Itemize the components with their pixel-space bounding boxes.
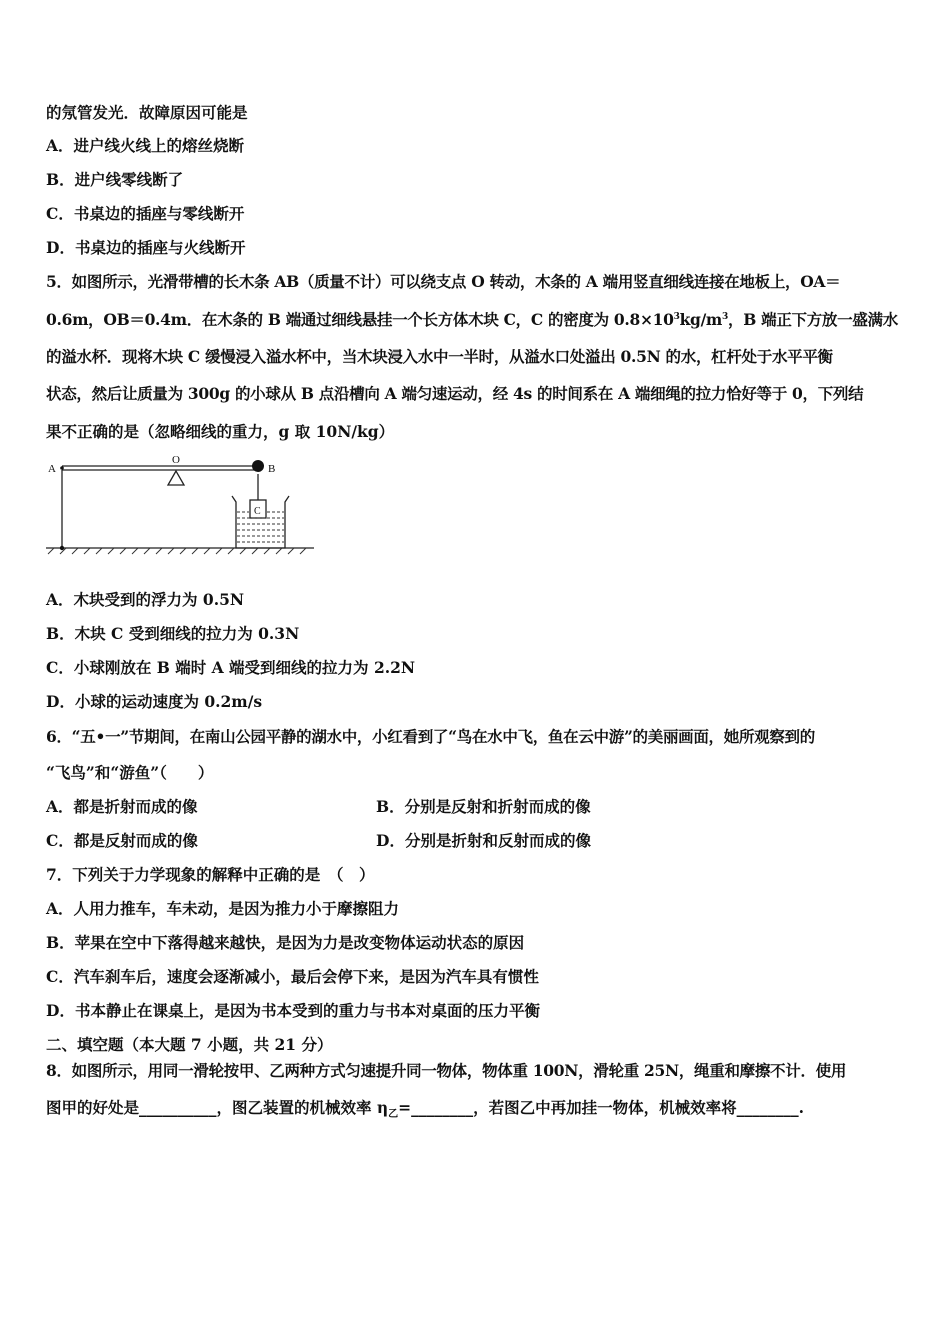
q5-option-c: C．小球刚放在 B 端时 A 端受到细线的拉力为 2.2N: [46, 658, 416, 677]
q7-option-d: D．书本静止在课桌上，是因为书本受到的重力与书本对桌面的压力平衡: [46, 1001, 540, 1020]
label-b: B: [268, 463, 276, 475]
q6-option-c: C．都是反射而成的像: [46, 831, 198, 850]
q4-option-d: D．书桌边的插座与火线断开: [46, 238, 246, 257]
q5-line2-c: ，B 端正下方放一盛满水: [728, 310, 898, 329]
q4-tail: 的氖管发光．故障原因可能是: [46, 103, 248, 122]
label-o: O: [172, 454, 180, 466]
q5-line2-b: kg/m: [679, 310, 723, 329]
section-2-heading: 二、填空题（本大题 7 小题，共 21 分）: [46, 1035, 333, 1054]
q8-line2-sub: 乙: [388, 1109, 399, 1121]
q5-option-a: A．木块受到的浮力为 0.5N: [46, 590, 245, 609]
q5-stem-line1: 5．如图所示，光滑带槽的长木条 AB（质量不计）可以绕支点 O 转动，木条的 A 端用竖直细线连接在地板上，OA＝: [46, 272, 841, 291]
fulcrum-icon: [168, 471, 184, 485]
ball-b: [252, 460, 264, 472]
label-a: A: [48, 463, 56, 475]
q6-stem-line2: “飞鸟”和“游鱼”（ ）: [46, 763, 214, 782]
q6-stem-line1: 6．“五•一”节期间，在南山公园平静的湖水中，小红看到了“鸟在水中飞，鱼在云中游”的美丽画面，她所观察到的: [46, 727, 815, 746]
q6-option-a: A．都是折射而成的像: [46, 797, 198, 816]
q7-option-b: B．苹果在空中下落得越来越快，是因为力是改变物体运动状态的原因: [46, 933, 525, 952]
q5-stem-line4: 状态，然后让质量为 300g 的小球从 B 点沿槽向 A 端匀速运动，经 4s 的时间系在 A 端细绳的拉力恰好等于 0，下列结: [46, 384, 864, 403]
q8-line2-b: =________，若图乙中再加挂一物体，机械效率将________.: [398, 1098, 805, 1117]
a-anchor-dot: [60, 546, 64, 550]
q5-option-d: D．小球的运动速度为 0.2m/s: [46, 692, 263, 711]
q5-stem-line3: 的溢水杯．现将木块 C 缓慢浸入溢水杯中，当木块浸入水中一半时，从溢水口处溢出 0.5N 的水，杠杆处于水平平衡: [46, 347, 833, 366]
q5-line2-sup2: 3: [722, 311, 729, 322]
q4-option-c: C．书桌边的插座与零线断开: [46, 204, 245, 223]
q4-option-b: B．进户线零线断了: [46, 170, 184, 189]
q6-option-d: D．分别是折射和反射而成的像: [376, 831, 591, 850]
q5-line2-a: 0.6m，OB＝0.4m．在木条的 B 端通过细线悬挂一个长方体木块 C，C 的密度为 0.8×10: [46, 310, 674, 329]
q7-option-c: C．汽车刹车后，速度会逐渐减小，最后会停下来，是因为汽车具有惯性: [46, 967, 539, 986]
q5-line2-sup1: 3: [673, 311, 680, 322]
q7-option-a: A．人用力推车，车未动，是因为推力小于摩擦阻力: [46, 899, 400, 918]
label-c: C: [254, 506, 261, 517]
a-end-dot: [60, 466, 64, 470]
ground-hatch: [48, 548, 306, 554]
q8-stem-line1: 8．如图所示，用同一滑轮按甲、乙两种方式匀速提升同一物体，物体重 100N，滑轮重 25N，绳重和摩擦不计．使用: [46, 1061, 847, 1080]
lever-figure: [44, 452, 319, 558]
q6-option-b: B．分别是反射和折射而成的像: [376, 797, 591, 816]
q5-option-b: B．木块 C 受到细线的拉力为 0.3N: [46, 624, 300, 643]
q5-stem-line2: [46, 310, 898, 330]
q4-option-a: A．进户线火线上的熔丝烧断: [46, 136, 245, 155]
q5-stem-line5: 果不正确的是（忽略细线的重力，g 取 10N/kg）: [46, 422, 395, 441]
q8-stem-line2: [46, 1098, 805, 1121]
q7-stem: 7．下列关于力学现象的解释中正确的是 （ ）: [46, 865, 375, 884]
q8-line2-a: 图甲的好处是__________，图乙装置的机械效率 η: [46, 1098, 389, 1117]
